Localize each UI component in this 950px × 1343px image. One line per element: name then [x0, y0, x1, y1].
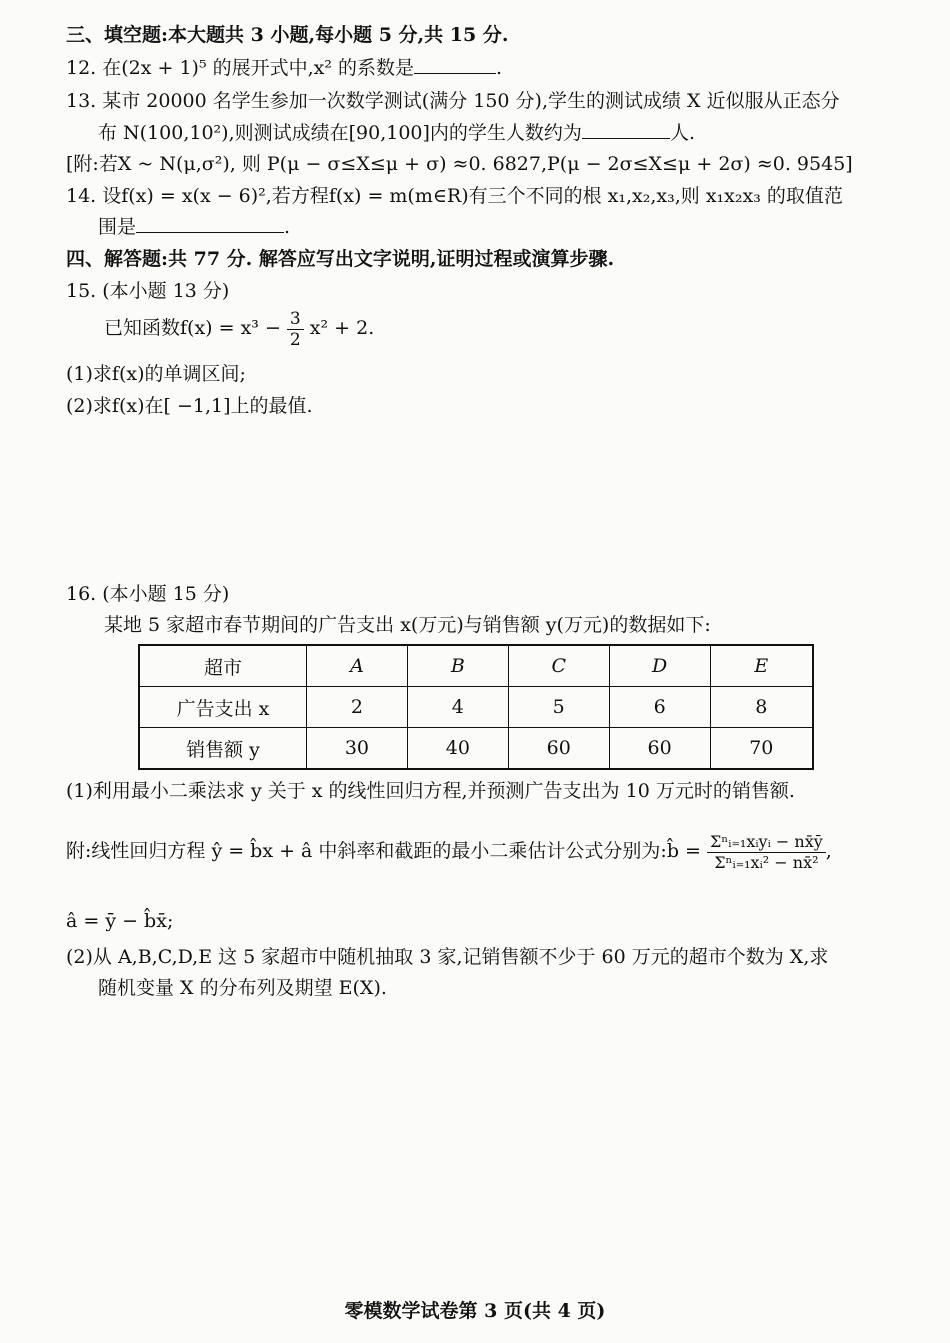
q15-given-suffix: x² + 2.	[309, 317, 375, 339]
table-header-cell: E	[710, 645, 813, 687]
table-header-cell: D	[609, 645, 710, 687]
q16-formula-prefix: 附:线性回归方程 ŷ = b̂x + â 中斜率和截距的最小二乘估计公式分别为:b̂ =	[66, 840, 701, 862]
q14-line2-text: 围是	[98, 216, 137, 238]
section3-heading: 三、填空题:本大题共 3 小题,每小题 5 分,共 15 分.	[66, 24, 509, 46]
table-cell: 销售额 y	[139, 728, 307, 770]
question-12	[66, 55, 502, 81]
q15-given	[104, 308, 374, 350]
table-cell: 6	[609, 687, 710, 728]
q12-answer-blank	[414, 55, 496, 74]
table-cell: 70	[710, 728, 813, 770]
q13-answer-blank	[582, 120, 670, 139]
q14-line2	[98, 214, 290, 240]
table-header-cell: C	[508, 645, 609, 687]
q16-intercept-formula: â = ȳ − b̂x̄;	[66, 910, 174, 932]
q16-formula	[66, 818, 832, 884]
q16-intro: 某地 5 家超市春节期间的广告支出 x(万元)与销售额 y(万元)的数据如下:	[104, 614, 711, 636]
q16-part2-line1: (2)从 A,B,C,D,E 这 5 家超市中随机抽取 3 家,记销售额不少于 60 万元的超市个数为 X,求	[66, 946, 829, 968]
table-header-cell: 超市	[139, 645, 307, 687]
table-cell: 40	[407, 728, 508, 770]
table-header-cell: A	[307, 645, 408, 687]
q15-part1: (1)求f(x)的单调区间;	[66, 363, 246, 385]
q16-formula-suffix: ,	[825, 840, 832, 862]
table-cell: 30	[307, 728, 408, 770]
table-cell: 5	[508, 687, 609, 728]
q16-part1: (1)利用最小二乘法求 y 关于 x 的线性回归方程,并预测广告支出为 10 万元时的销售额.	[66, 780, 795, 802]
section4-heading: 四、解答题:共 77 分. 解答应写出文字说明,证明过程或演算步骤.	[66, 248, 615, 270]
q12-text: 12. 在(2x + 1)⁵ 的展开式中,x² 的系数是	[66, 57, 415, 79]
q16-slope-denominator: Σⁿᵢ₌₁xᵢ² − nx̄²	[714, 852, 819, 872]
table-cell: 8	[710, 687, 813, 728]
table-cell: 4	[407, 687, 508, 728]
q15-given-prefix: 已知函数f(x) = x³ −	[104, 317, 281, 339]
q14-line1: 14. 设f(x) = x(x − 6)²,若方程f(x) = m(m∈R)有三个不同的根 x₁,x₂,x₃,则 x₁x₂x₃ 的取值范	[66, 185, 843, 207]
page-footer: 零模数学试卷第 3 页(共 4 页)	[344, 1300, 606, 1322]
q13-line2	[98, 120, 695, 146]
table-cell: 2	[307, 687, 408, 728]
table-cell: 60	[508, 728, 609, 770]
q16-slope-numerator: Σⁿᵢ₌₁xᵢyᵢ − nx̄ȳ	[707, 832, 826, 853]
table-row	[139, 687, 813, 728]
q16-title: 16. (本小题 15 分)	[66, 583, 230, 605]
table-cell: 广告支出 x	[139, 687, 307, 728]
table-cell: 60	[609, 728, 710, 770]
q12-tail: .	[496, 57, 503, 79]
q15-part2: (2)求f(x)在[ −1,1]上的最值.	[66, 395, 313, 417]
q13-line2-text: 布 N(100,10²),则测试成绩在[90,100]内的学生人数约为	[98, 122, 582, 144]
q14-answer-blank	[136, 214, 284, 233]
q15-fraction	[287, 309, 304, 350]
q13-line2-tail: 人.	[669, 122, 695, 144]
table-header-cell: B	[407, 645, 508, 687]
q13-line1: 13. 某市 20000 名学生参加一次数学测试(满分 150 分),学生的测试成绩 X 近似服从正态分	[66, 90, 840, 112]
q15-fraction-denominator: 2	[289, 329, 301, 350]
q16-part2-line2: 随机变量 X 的分布列及期望 E(X).	[98, 977, 387, 999]
table-row	[139, 728, 813, 770]
q15-fraction-numerator: 3	[287, 309, 304, 330]
data-table	[138, 644, 814, 770]
q15-title: 15. (本小题 13 分)	[66, 280, 230, 302]
q16-slope-fraction	[707, 832, 826, 873]
q13-note: [附:若X ~ N(μ,σ²), 则 P(μ − σ≤X≤μ + σ) ≈0. 6827,P(μ − 2σ≤X≤μ + 2σ) ≈0. 9545]	[66, 153, 853, 175]
q14-line2-tail: .	[284, 216, 291, 238]
table-row	[139, 645, 813, 687]
